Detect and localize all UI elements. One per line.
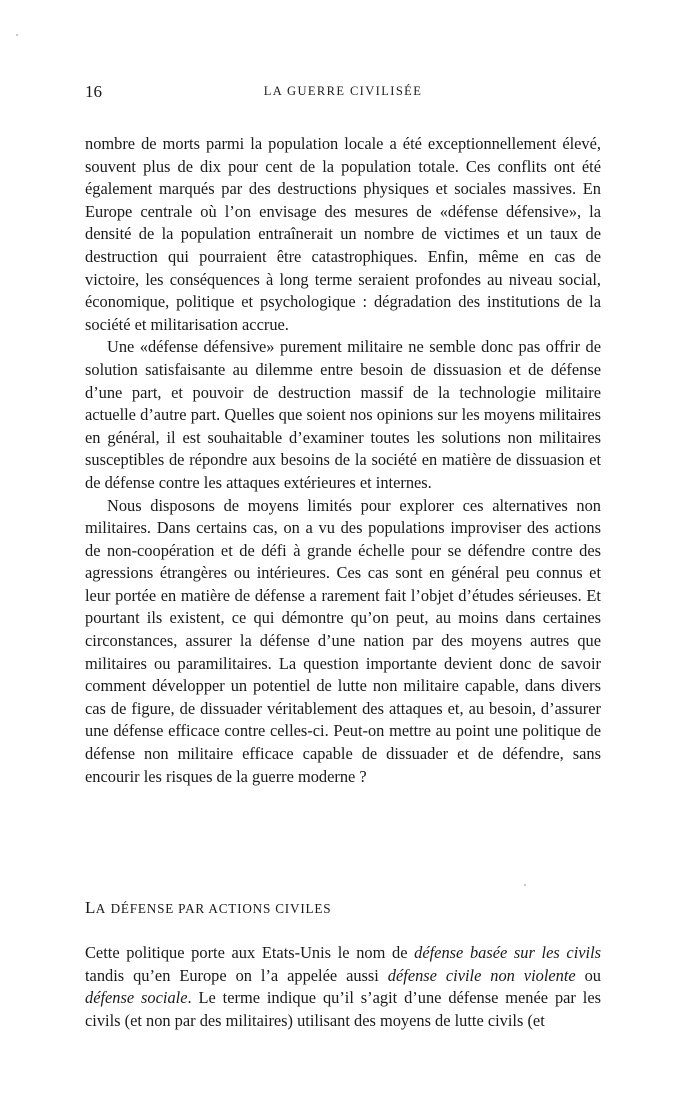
section-text-4: . Le terme indique qu’il s’agit d’une défense menée par les civils (et non par des militaires) utilisant des moyens de lutte civils (et — [85, 988, 601, 1030]
paragraph-defense-defensive: Une «défense défensive» purement militaire ne semble donc pas offrir de solution satisfaisante au dilemme entre besoin de dissuasion et de défense d’une part, et pouvoir de destruction massif de la technologie militaire actuelle d’autre part. Quelles que soient nos opinions sur les moyens militaires en général, il est souhaitable d’examiner toutes les solutions non militaires susceptibles de répondre aux besoins de la société en matière de dissuasion et de défense contre les attaques extérieures et internes. — [85, 337, 601, 492]
section-italic-term-2: défense civile non violente — [387, 965, 576, 985]
paragraph-continuation: nombre de morts parmi la population locale a été exceptionnellement élevé, souvent plus de dix pour cent de la population totale. Ces conflits ont été également marqués par des destructions physiques et sociales massives. En Europe centrale où l’on envisage des mesures de «défense défensive», la densité de la population entraînerait un nombre de victimes et un taux de destruction qui pourraient être catastrophiques. Enfin, même en cas de victoire, les conséquences à long terme seraient profondes au niveau social, économique, politique et psychologique : dégradation des institutions de la société et militarisation accrue. — [85, 134, 601, 334]
section-heading-first-word-rest: A — [95, 901, 107, 916]
running-title: LA GUERRE CIVILISÉE — [263, 84, 423, 98]
section-paragraph — [85, 942, 601, 1032]
section-italic-term-1: défense basée sur les civils — [414, 943, 602, 962]
page-number: 16 — [85, 82, 102, 101]
section-heading-initial: L — [85, 898, 96, 917]
scan-speck — [16, 34, 18, 36]
body-text — [85, 133, 601, 788]
section-italic-term-3: défense sociale — [85, 988, 188, 1008]
section-body — [85, 942, 601, 1032]
section-text-1: Cette politique porte aux Etats-Unis le nom de — [85, 943, 415, 962]
section-text-3: ou — [575, 965, 601, 985]
section-heading — [85, 898, 601, 918]
section-text-2: tandis qu’en Europe on l’a appelée aussi — [85, 965, 388, 985]
scan-speck — [524, 884, 526, 886]
page-header — [85, 82, 601, 104]
paragraph-non-military-alternatives: Nous disposons de moyens limités pour explorer ces alternatives non militaires. Dans certains cas, on a vu des populations improviser des actions de non-coopération et de défi à grande échelle pour se défendre contre des agressions étrangères ou intérieures. Ces cas sont en général peu connus et leur portée en matière de défense a rarement fait l’objet d’études sérieuses. Et pourtant ils existent, ce qui démontre qu’on peut, au moins dans certaines circonstances, assurer la défense d’une nation par des moyens autres que militaires ou paramilitaires. La question importante devient donc de savoir comment développer un potentiel de lutte non militaire capable, dans divers cas de figure, de dissuader véritablement des attaques et, au besoin, d’assurer une défense efficace contre celles-ci. Peut-on mettre au point une politique de défense non militaire efficace capable de dissuader et de défendre, sans encourir les risques de la guerre moderne ? — [85, 495, 601, 786]
section-heading-rest: DÉFENSE PAR ACTIONS CIVILES — [110, 901, 332, 916]
